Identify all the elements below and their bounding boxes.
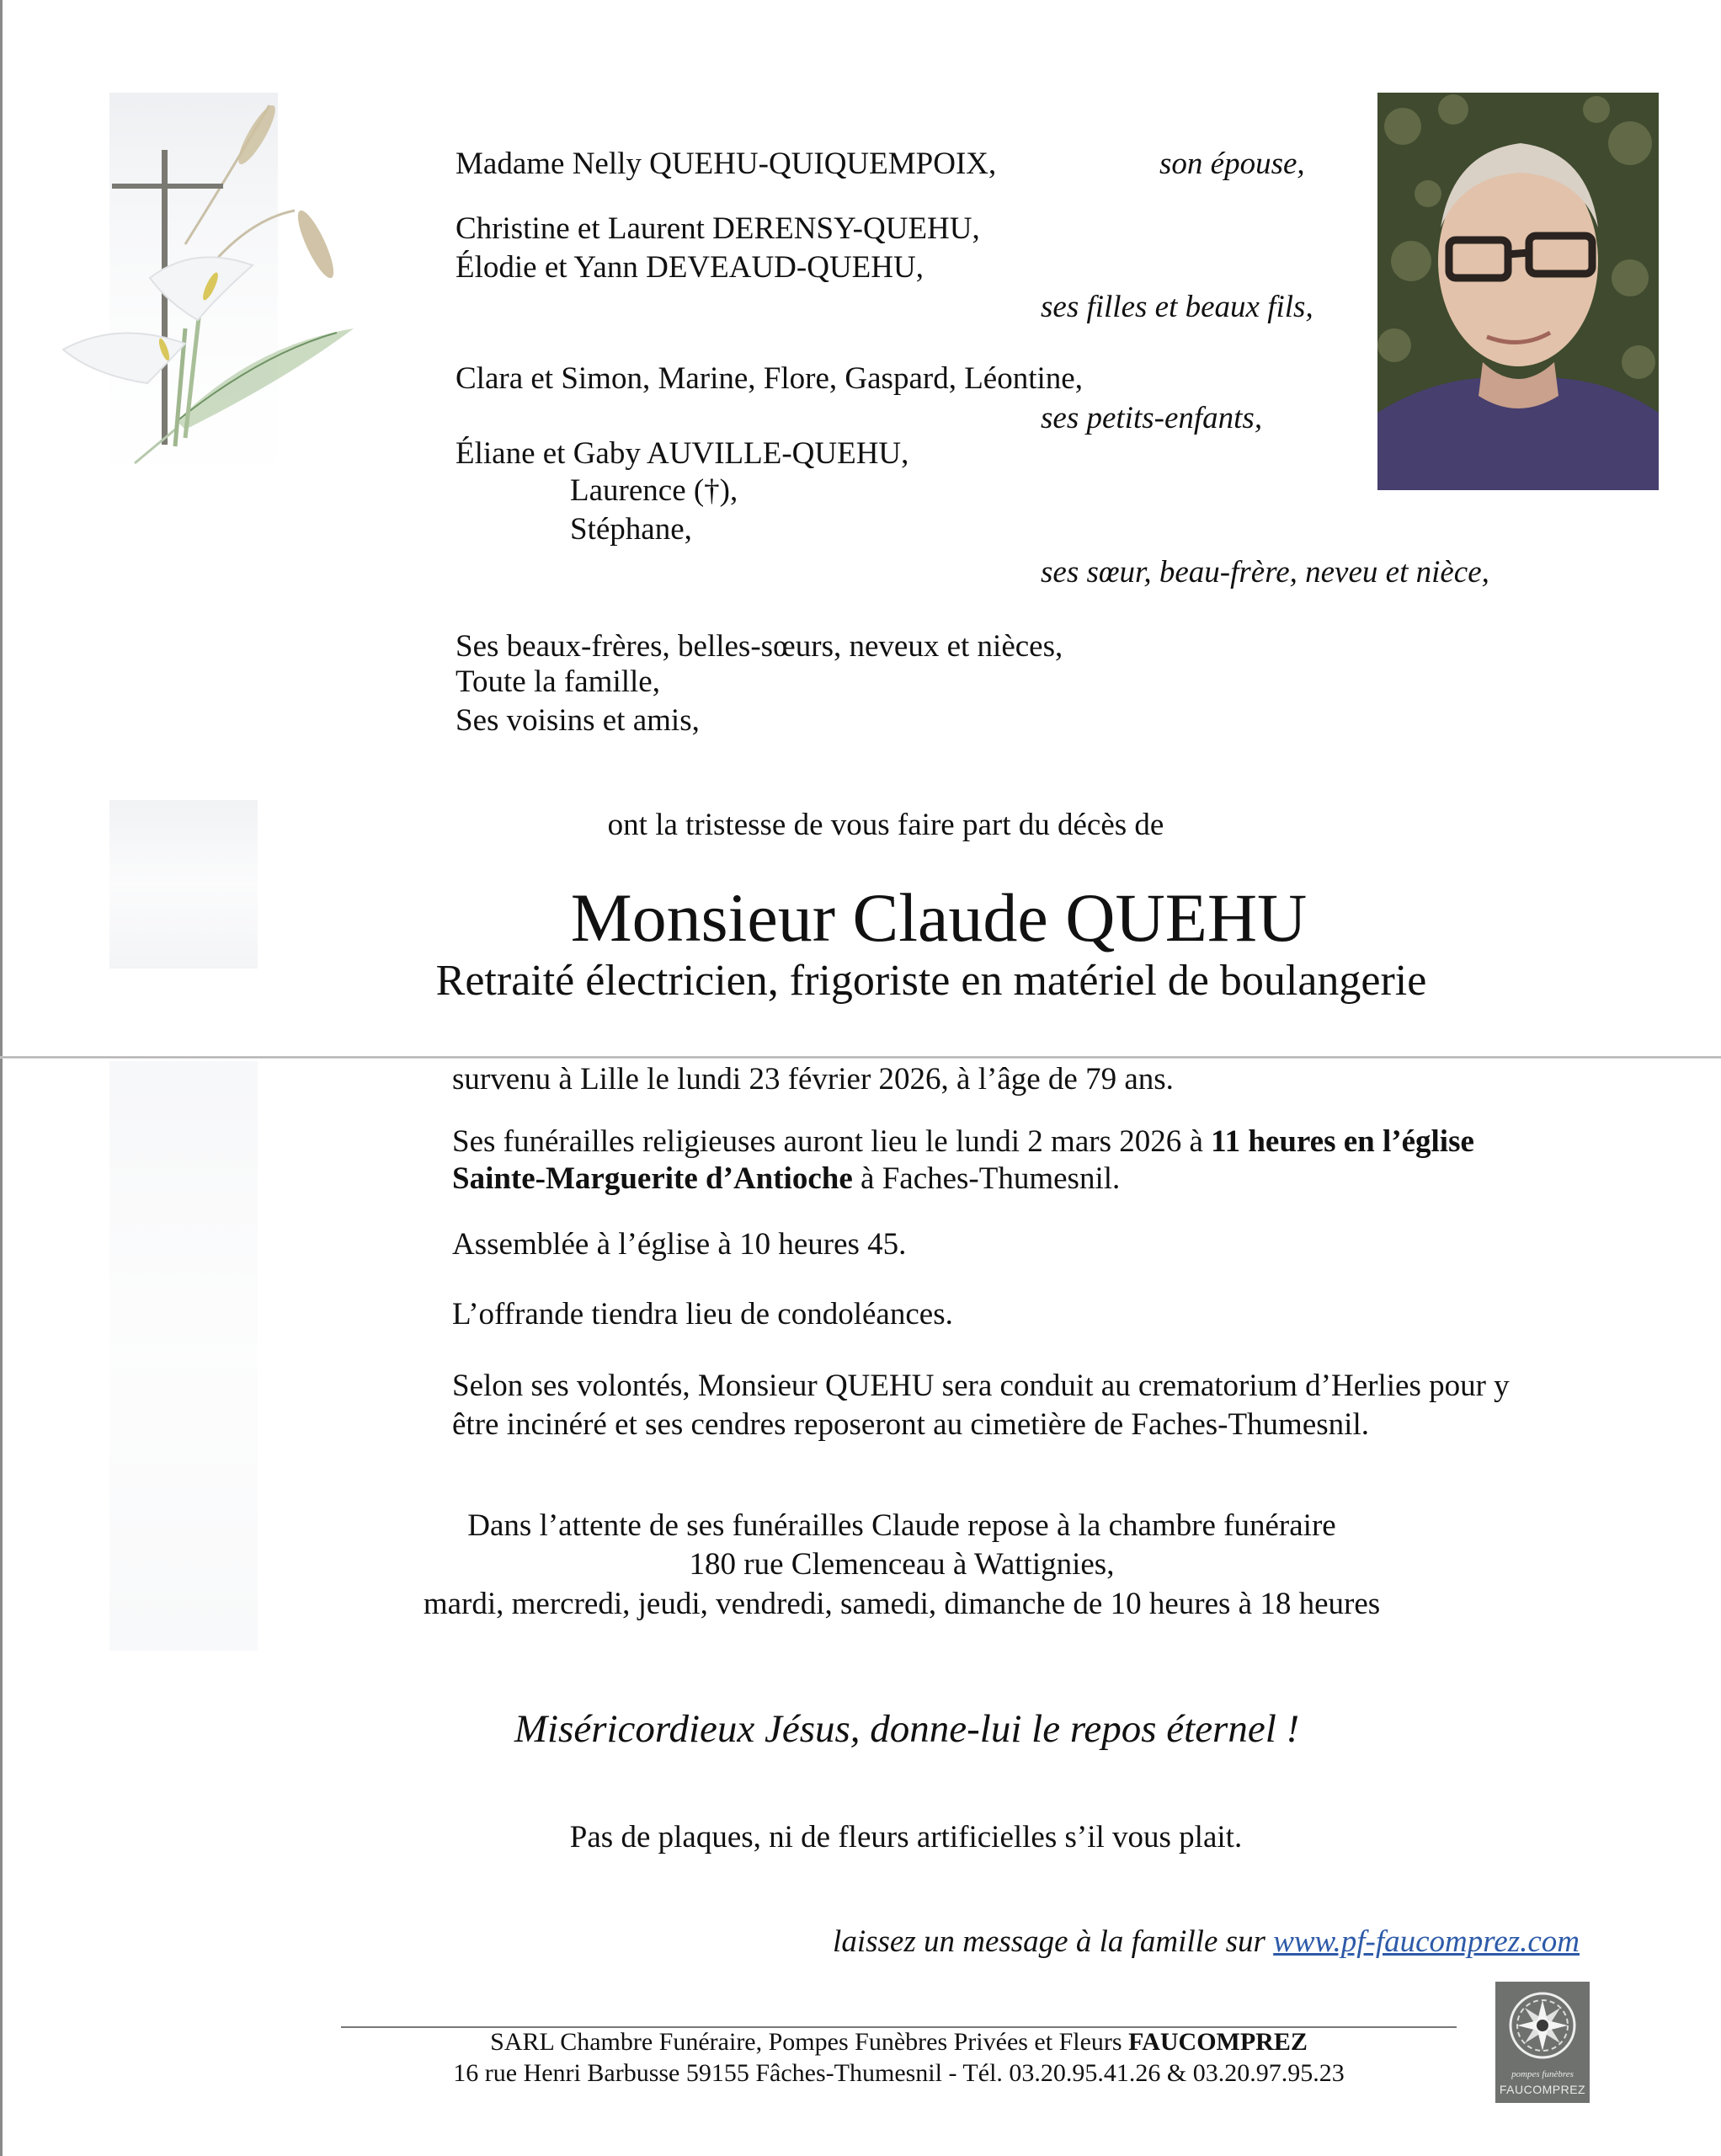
message-text: laissez un message à la famille sur <box>833 1924 1274 1959</box>
website-link[interactable]: www.pf-faucomprez.com <box>1273 1924 1580 1959</box>
footer-company <box>341 2030 1457 2055</box>
cremation-line: être incinéré et ses cendres reposeront au cimetière de Faches-Thumesnil. <box>452 1407 1369 1442</box>
sibling-name: Stéphane, <box>570 512 692 547</box>
cremation-line: Selon ses volontés, Monsieur QUEHU sera conduit au crematorium d’Herlies pour y <box>452 1369 1510 1403</box>
daughter-name: Christine et Laurent DERENSY-QUEHU, <box>456 211 980 246</box>
footer-company-text: SARL Chambre Funéraire, Pompes Funèbres Privées et Fleurs <box>490 2028 1129 2056</box>
other-family-line: Ses voisins et amis, <box>456 703 700 738</box>
rosette-icon <box>1495 1982 1590 2066</box>
other-family-line: Ses beaux-frères, belles-sœurs, neveux et nièces, <box>456 629 1063 664</box>
logo-name: FAUCOMPREZ <box>1499 2083 1586 2096</box>
other-family-line: Toute la famille, <box>456 664 660 699</box>
paper-fold-line <box>0 1056 1721 1059</box>
spouse-relation: son épouse, <box>1159 147 1305 181</box>
flowers-request: Pas de plaques, ni de fleurs artificielles s’il vous plait. <box>569 1820 1243 1854</box>
cross-lily-decoration <box>51 76 404 716</box>
deceased-name: Monsieur Claude QUEHU <box>570 879 1308 956</box>
viewing-hours: mardi, mercredi, jeudi, vendredi, samedi, dimanche de 10 heures à 18 heures <box>423 1587 1381 1621</box>
funeral-line-1 <box>452 1126 1474 1157</box>
funeral-time-bold: 11 heures en l’église <box>1211 1124 1474 1159</box>
grandchildren-names: Clara et Simon, Marine, Flore, Gaspard, Léontine, <box>456 361 1083 396</box>
deceased-occupation: Retraité électricien, frigoriste en matériel de boulangerie <box>435 957 1427 1005</box>
church-name-bold: Sainte-Marguerite d’Antioche <box>452 1161 853 1196</box>
spouse-name: Madame Nelly QUEHU-QUIQUEMPOIX, <box>456 147 997 181</box>
logo-tagline: pompes funèbres <box>1511 2069 1574 2079</box>
faucomprez-logo <box>1495 1982 1590 2103</box>
funeral-text: Ses funérailles religieuses auront lieu le lundi 2 mars 2026 à <box>452 1124 1212 1159</box>
offering-text: L’offrande tiendra lieu de condoléances. <box>452 1297 953 1331</box>
funeral-line-2 <box>452 1163 1120 1194</box>
sibling-name: Éliane et Gaby AUVILLE-QUEHU, <box>456 436 909 471</box>
siblings-relation: ses sœur, beau-frère, neveu et nièce, <box>1041 555 1489 590</box>
announcement-text: ont la tristesse de vous faire part du décès de <box>607 808 1164 842</box>
prayer-text: Miséricordieux Jésus, donne-lui le repos éternel ! <box>514 1707 1300 1751</box>
death-details: survenu à Lille le lundi 23 février 2026, à l’âge de 79 ans. <box>452 1062 1174 1097</box>
portrait-image <box>1377 93 1659 490</box>
viewing-line: Dans l’attente de ses funérailles Claude repose à la chambre funéraire <box>467 1508 1336 1543</box>
grandchildren-relation: ses petits-enfants, <box>1041 401 1263 435</box>
portrait-photo <box>1377 93 1659 490</box>
footer-company-name: FAUCOMPREZ <box>1128 2028 1308 2056</box>
viewing-address: 180 rue Clemenceau à Wattignies, <box>689 1547 1115 1582</box>
message-line <box>833 1926 1580 1957</box>
daughters-relation: ses filles et beaux fils, <box>1041 290 1313 324</box>
footer-address: 16 rue Henri Barbusse 59155 Fâches-Thumesnil - Tél. 03.20.95.41.26 & 03.20.97.95.23 <box>453 2059 1345 2087</box>
assembly-text: Assemblée à l’église à 10 heures 45. <box>452 1227 907 1262</box>
sibling-name: Laurence (†), <box>570 473 738 508</box>
daughter-name: Élodie et Yann DEVEAUD-QUEHU, <box>456 250 924 285</box>
funeral-place: à Faches-Thumesnil. <box>852 1161 1121 1196</box>
